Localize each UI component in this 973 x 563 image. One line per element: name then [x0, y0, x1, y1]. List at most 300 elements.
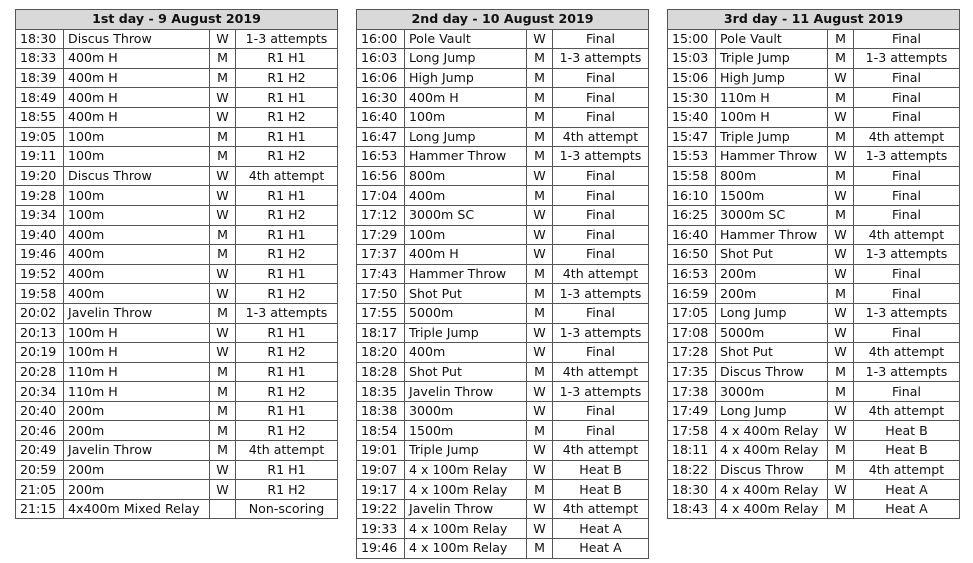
schedule-row [668, 303, 960, 323]
schedule-row [668, 499, 960, 519]
time-cell: 19:01 [357, 441, 405, 461]
event-cell: High Jump [405, 68, 527, 88]
schedule-row [668, 382, 960, 402]
round-cell: R1 H2 [236, 147, 338, 167]
schedule-row [357, 480, 649, 500]
schedule-row [357, 205, 649, 225]
gender-cell: M [527, 303, 553, 323]
round-cell: Final [553, 107, 649, 127]
event-cell: Triple Jump [405, 323, 527, 343]
time-cell: 15:58 [668, 166, 716, 186]
round-cell: Heat A [553, 539, 649, 559]
time-cell: 16:03 [357, 49, 405, 69]
schedule-row [357, 49, 649, 69]
time-cell: 15:03 [668, 49, 716, 69]
event-cell: 100m [64, 186, 210, 206]
schedule-row [16, 29, 338, 49]
time-cell: 18:43 [668, 499, 716, 519]
event-cell: 100m [64, 127, 210, 147]
gender-cell: W [210, 29, 236, 49]
round-cell: R1 H2 [236, 343, 338, 363]
round-cell: R1 H1 [236, 401, 338, 421]
schedule-row [668, 480, 960, 500]
time-cell: 18:38 [357, 401, 405, 421]
round-cell: R1 H1 [236, 323, 338, 343]
gender-cell: W [210, 460, 236, 480]
time-cell: 21:05 [16, 480, 64, 500]
gender-cell: W [828, 323, 854, 343]
event-cell: 4 x 100m Relay [405, 519, 527, 539]
schedule-row [357, 362, 649, 382]
gender-cell: M [828, 88, 854, 108]
event-cell: 100m [405, 225, 527, 245]
event-cell: 4x400m Mixed Relay [64, 499, 210, 519]
time-cell: 18:55 [16, 107, 64, 127]
event-cell: 400m H [64, 49, 210, 69]
time-cell: 21:15 [16, 499, 64, 519]
event-cell: Long Jump [405, 49, 527, 69]
round-cell: 1-3 attempts [854, 303, 960, 323]
schedule-row [16, 343, 338, 363]
event-cell: 1500m [405, 421, 527, 441]
gender-cell: M [527, 107, 553, 127]
schedule-row [357, 303, 649, 323]
schedule-row [668, 441, 960, 461]
gender-cell: M [527, 421, 553, 441]
event-cell: 400m [64, 264, 210, 284]
time-cell: 17:08 [668, 323, 716, 343]
event-cell: 4 x 400m Relay [716, 441, 828, 461]
round-cell: 1-3 attempts [553, 147, 649, 167]
gender-cell: M [210, 362, 236, 382]
schedule-row [16, 88, 338, 108]
schedule-row [16, 362, 338, 382]
round-cell: Final [854, 29, 960, 49]
schedule-row [668, 323, 960, 343]
time-cell: 19:11 [16, 147, 64, 167]
day-1-title: 1st day - 9 August 2019 [16, 10, 338, 30]
event-cell: Shot Put [405, 284, 527, 304]
schedule-row [668, 421, 960, 441]
event-cell: High Jump [716, 68, 828, 88]
event-cell: 200m [64, 480, 210, 500]
schedule-row [668, 68, 960, 88]
gender-cell: W [828, 186, 854, 206]
round-cell: 1-3 attempts [553, 284, 649, 304]
event-cell: 4 x 100m Relay [405, 460, 527, 480]
time-cell: 18:39 [16, 68, 64, 88]
gender-cell: M [828, 49, 854, 69]
time-cell: 16:47 [357, 127, 405, 147]
time-cell: 19:40 [16, 225, 64, 245]
round-cell: 4th attempt [553, 264, 649, 284]
time-cell: 18:17 [357, 323, 405, 343]
time-cell: 17:58 [668, 421, 716, 441]
round-cell: R1 H1 [236, 460, 338, 480]
time-cell: 15:53 [668, 147, 716, 167]
round-cell: 4th attempt [854, 225, 960, 245]
round-cell: Final [553, 68, 649, 88]
round-cell: Non-scoring [236, 499, 338, 519]
schedule-row [668, 284, 960, 304]
round-cell: R1 H1 [236, 127, 338, 147]
round-cell: Final [553, 421, 649, 441]
round-cell: Heat B [854, 441, 960, 461]
event-cell: 100m [64, 205, 210, 225]
gender-cell: W [828, 480, 854, 500]
event-cell: 1500m [716, 186, 828, 206]
schedule-row [16, 499, 338, 519]
event-cell: 110m H [64, 382, 210, 402]
round-cell: R1 H2 [236, 382, 338, 402]
day-3-title: 3rd day - 11 August 2019 [668, 10, 960, 30]
event-cell: 400m H [64, 88, 210, 108]
time-cell: 19:46 [357, 539, 405, 559]
event-cell: Discus Throw [64, 29, 210, 49]
schedule-row [16, 205, 338, 225]
schedule-row [357, 460, 649, 480]
gender-cell [210, 499, 236, 519]
event-cell: Discus Throw [64, 166, 210, 186]
schedule-row [357, 166, 649, 186]
schedule-row [16, 401, 338, 421]
gender-cell: W [210, 205, 236, 225]
round-cell: R1 H2 [236, 68, 338, 88]
event-cell: 110m H [716, 88, 828, 108]
gender-cell: W [210, 88, 236, 108]
time-cell: 20:59 [16, 460, 64, 480]
event-cell: 3000m [716, 382, 828, 402]
time-cell: 19:22 [357, 499, 405, 519]
time-cell: 18:49 [16, 88, 64, 108]
schedule-row [357, 382, 649, 402]
time-cell: 15:40 [668, 107, 716, 127]
time-cell: 18:28 [357, 362, 405, 382]
round-cell: R1 H1 [236, 264, 338, 284]
schedule-row [357, 127, 649, 147]
event-cell: 200m [64, 460, 210, 480]
schedule-row [16, 49, 338, 69]
schedule-row [16, 421, 338, 441]
gender-cell: M [210, 382, 236, 402]
schedule-row [357, 401, 649, 421]
day-2-schedule-table [356, 9, 649, 559]
schedule-row [357, 88, 649, 108]
round-cell: R1 H2 [236, 421, 338, 441]
time-cell: 18:22 [668, 460, 716, 480]
gender-cell: W [210, 284, 236, 304]
event-cell: 100m [64, 147, 210, 167]
time-cell: 16:30 [357, 88, 405, 108]
gender-cell: W [527, 29, 553, 49]
gender-cell: W [828, 421, 854, 441]
round-cell: Final [553, 225, 649, 245]
gender-cell: M [527, 186, 553, 206]
gender-cell: W [828, 303, 854, 323]
round-cell: R1 H2 [236, 107, 338, 127]
gender-cell: M [210, 421, 236, 441]
time-cell: 17:43 [357, 264, 405, 284]
schedule-row [357, 245, 649, 265]
round-cell: Heat B [854, 421, 960, 441]
time-cell: 19:28 [16, 186, 64, 206]
event-cell: 3000m SC [405, 205, 527, 225]
event-cell: Hammer Throw [405, 147, 527, 167]
round-cell: R1 H2 [236, 205, 338, 225]
event-cell: 110m H [64, 362, 210, 382]
schedule-row [668, 186, 960, 206]
round-cell: Final [854, 107, 960, 127]
round-cell: 1-3 attempts [854, 245, 960, 265]
schedule-row [16, 460, 338, 480]
time-cell: 19:17 [357, 480, 405, 500]
gender-cell: W [210, 480, 236, 500]
schedule-row [357, 29, 649, 49]
time-cell: 19:07 [357, 460, 405, 480]
time-cell: 17:35 [668, 362, 716, 382]
schedule-row [357, 421, 649, 441]
schedule-row [668, 205, 960, 225]
gender-cell: W [210, 107, 236, 127]
event-cell: 100m H [64, 343, 210, 363]
gender-cell: W [527, 460, 553, 480]
schedule-row [668, 166, 960, 186]
time-cell: 20:49 [16, 441, 64, 461]
gender-cell: W [828, 107, 854, 127]
schedule-row [668, 107, 960, 127]
time-cell: 16:53 [357, 147, 405, 167]
time-cell: 15:00 [668, 29, 716, 49]
round-cell: 4th attempt [553, 499, 649, 519]
time-cell: 20:28 [16, 362, 64, 382]
event-cell: Hammer Throw [405, 264, 527, 284]
round-cell: 1-3 attempts [553, 323, 649, 343]
event-cell: Triple Jump [716, 127, 828, 147]
schedule-row [668, 225, 960, 245]
event-cell: 400m H [405, 245, 527, 265]
gender-cell: W [828, 401, 854, 421]
time-cell: 18:35 [357, 382, 405, 402]
round-cell: 4th attempt [236, 166, 338, 186]
round-cell: 1-3 attempts [854, 362, 960, 382]
time-cell: 20:40 [16, 401, 64, 421]
time-cell: 16:00 [357, 29, 405, 49]
schedule-row [16, 323, 338, 343]
round-cell: 1-3 attempts [553, 49, 649, 69]
time-cell: 17:04 [357, 186, 405, 206]
time-cell: 17:05 [668, 303, 716, 323]
event-cell: 5000m [716, 323, 828, 343]
event-cell: Long Jump [716, 401, 828, 421]
event-cell: 400m H [405, 88, 527, 108]
gender-cell: M [210, 303, 236, 323]
gender-cell: M [527, 362, 553, 382]
gender-cell: M [527, 264, 553, 284]
schedule-row [357, 107, 649, 127]
gender-cell: M [527, 147, 553, 167]
event-cell: Pole Vault [405, 29, 527, 49]
gender-cell: W [527, 499, 553, 519]
round-cell: Heat B [553, 460, 649, 480]
time-cell: 15:06 [668, 68, 716, 88]
gender-cell: W [527, 166, 553, 186]
time-cell: 20:13 [16, 323, 64, 343]
round-cell: 4th attempt [854, 343, 960, 363]
round-cell: 1-3 attempts [854, 147, 960, 167]
round-cell: 4th attempt [236, 441, 338, 461]
time-cell: 16:50 [668, 245, 716, 265]
schedule-row [668, 29, 960, 49]
time-cell: 16:40 [357, 107, 405, 127]
round-cell: Final [553, 88, 649, 108]
gender-cell: W [527, 225, 553, 245]
time-cell: 20:02 [16, 303, 64, 323]
schedule-row [668, 147, 960, 167]
time-cell: 17:55 [357, 303, 405, 323]
gender-cell: M [828, 499, 854, 519]
time-cell: 17:38 [668, 382, 716, 402]
round-cell: Final [854, 205, 960, 225]
day-1-schedule-table [15, 9, 338, 519]
event-cell: Shot Put [716, 343, 828, 363]
round-cell: Final [854, 382, 960, 402]
gender-cell: M [828, 205, 854, 225]
gender-cell: W [527, 519, 553, 539]
time-cell: 18:20 [357, 343, 405, 363]
event-cell: Triple Jump [716, 49, 828, 69]
time-cell: 16:10 [668, 186, 716, 206]
round-cell: 1-3 attempts [854, 49, 960, 69]
gender-cell: W [527, 382, 553, 402]
event-cell: 400m H [64, 68, 210, 88]
schedule-row [357, 147, 649, 167]
event-cell: Pole Vault [716, 29, 828, 49]
schedule-row [668, 88, 960, 108]
round-cell: Heat A [854, 480, 960, 500]
gender-cell: M [828, 382, 854, 402]
event-cell: 100m H [716, 107, 828, 127]
schedule-row [16, 147, 338, 167]
gender-cell: M [210, 49, 236, 69]
event-cell: 100m H [64, 323, 210, 343]
event-cell: 4 x 100m Relay [405, 480, 527, 500]
gender-cell: W [210, 264, 236, 284]
day-2-title: 2nd day - 10 August 2019 [357, 10, 649, 30]
schedule-row [357, 343, 649, 363]
event-cell: Shot Put [716, 245, 828, 265]
time-cell: 17:37 [357, 245, 405, 265]
schedule-row [668, 127, 960, 147]
schedule-row [357, 519, 649, 539]
time-cell: 18:30 [16, 29, 64, 49]
gender-cell: W [527, 441, 553, 461]
round-cell: Final [553, 303, 649, 323]
round-cell: 4th attempt [854, 401, 960, 421]
schedule-row [16, 264, 338, 284]
gender-cell: W [828, 147, 854, 167]
round-cell: 1-3 attempts [236, 29, 338, 49]
schedule-row [16, 107, 338, 127]
gender-cell: W [210, 323, 236, 343]
event-cell: 3000m SC [716, 205, 828, 225]
gender-cell: M [828, 460, 854, 480]
time-cell: 19:33 [357, 519, 405, 539]
round-cell: Final [854, 186, 960, 206]
schedule-row [668, 362, 960, 382]
round-cell: 1-3 attempts [553, 382, 649, 402]
gender-cell: M [527, 49, 553, 69]
event-cell: Javelin Throw [64, 441, 210, 461]
event-cell: 5000m [405, 303, 527, 323]
gender-cell: W [527, 323, 553, 343]
event-cell: Long Jump [716, 303, 828, 323]
event-cell: 200m [64, 421, 210, 441]
round-cell: Final [553, 401, 649, 421]
event-cell: 400m [405, 343, 527, 363]
schedule-row [357, 186, 649, 206]
round-cell: R1 H1 [236, 186, 338, 206]
round-cell: Final [553, 186, 649, 206]
round-cell: Final [553, 205, 649, 225]
round-cell: 4th attempt [553, 362, 649, 382]
round-cell: R1 H2 [236, 245, 338, 265]
event-cell: Shot Put [405, 362, 527, 382]
gender-cell: W [527, 205, 553, 225]
schedule-row [357, 323, 649, 343]
round-cell: Heat A [553, 519, 649, 539]
round-cell: Final [854, 68, 960, 88]
time-cell: 20:19 [16, 343, 64, 363]
event-cell: 4 x 400m Relay [716, 499, 828, 519]
gender-cell: M [210, 147, 236, 167]
event-cell: 800m [716, 166, 828, 186]
gender-cell: W [210, 186, 236, 206]
gender-cell: W [210, 166, 236, 186]
day-3-schedule-table [667, 9, 960, 519]
gender-cell: M [527, 539, 553, 559]
time-cell: 19:34 [16, 205, 64, 225]
round-cell: R1 H1 [236, 49, 338, 69]
event-cell: 200m [64, 401, 210, 421]
round-cell: R1 H1 [236, 88, 338, 108]
schedule-row [16, 127, 338, 147]
gender-cell: M [210, 225, 236, 245]
event-cell: Discus Throw [716, 460, 828, 480]
schedule-row [668, 49, 960, 69]
time-cell: 16:53 [668, 264, 716, 284]
schedule-row [357, 539, 649, 559]
round-cell: 4th attempt [553, 127, 649, 147]
event-cell: 4 x 400m Relay [716, 421, 828, 441]
round-cell: Heat A [854, 499, 960, 519]
round-cell: 1-3 attempts [236, 303, 338, 323]
schedule-row [16, 382, 338, 402]
schedule-row [16, 441, 338, 461]
schedule-row [16, 166, 338, 186]
gender-cell: W [828, 264, 854, 284]
event-cell: 400m [64, 245, 210, 265]
gender-cell: W [828, 245, 854, 265]
round-cell: Final [854, 88, 960, 108]
schedule-row [16, 284, 338, 304]
gender-cell: M [527, 127, 553, 147]
gender-cell: W [527, 401, 553, 421]
time-cell: 17:29 [357, 225, 405, 245]
gender-cell: M [210, 68, 236, 88]
round-cell: Final [553, 343, 649, 363]
gender-cell: M [828, 29, 854, 49]
event-cell: 100m [405, 107, 527, 127]
